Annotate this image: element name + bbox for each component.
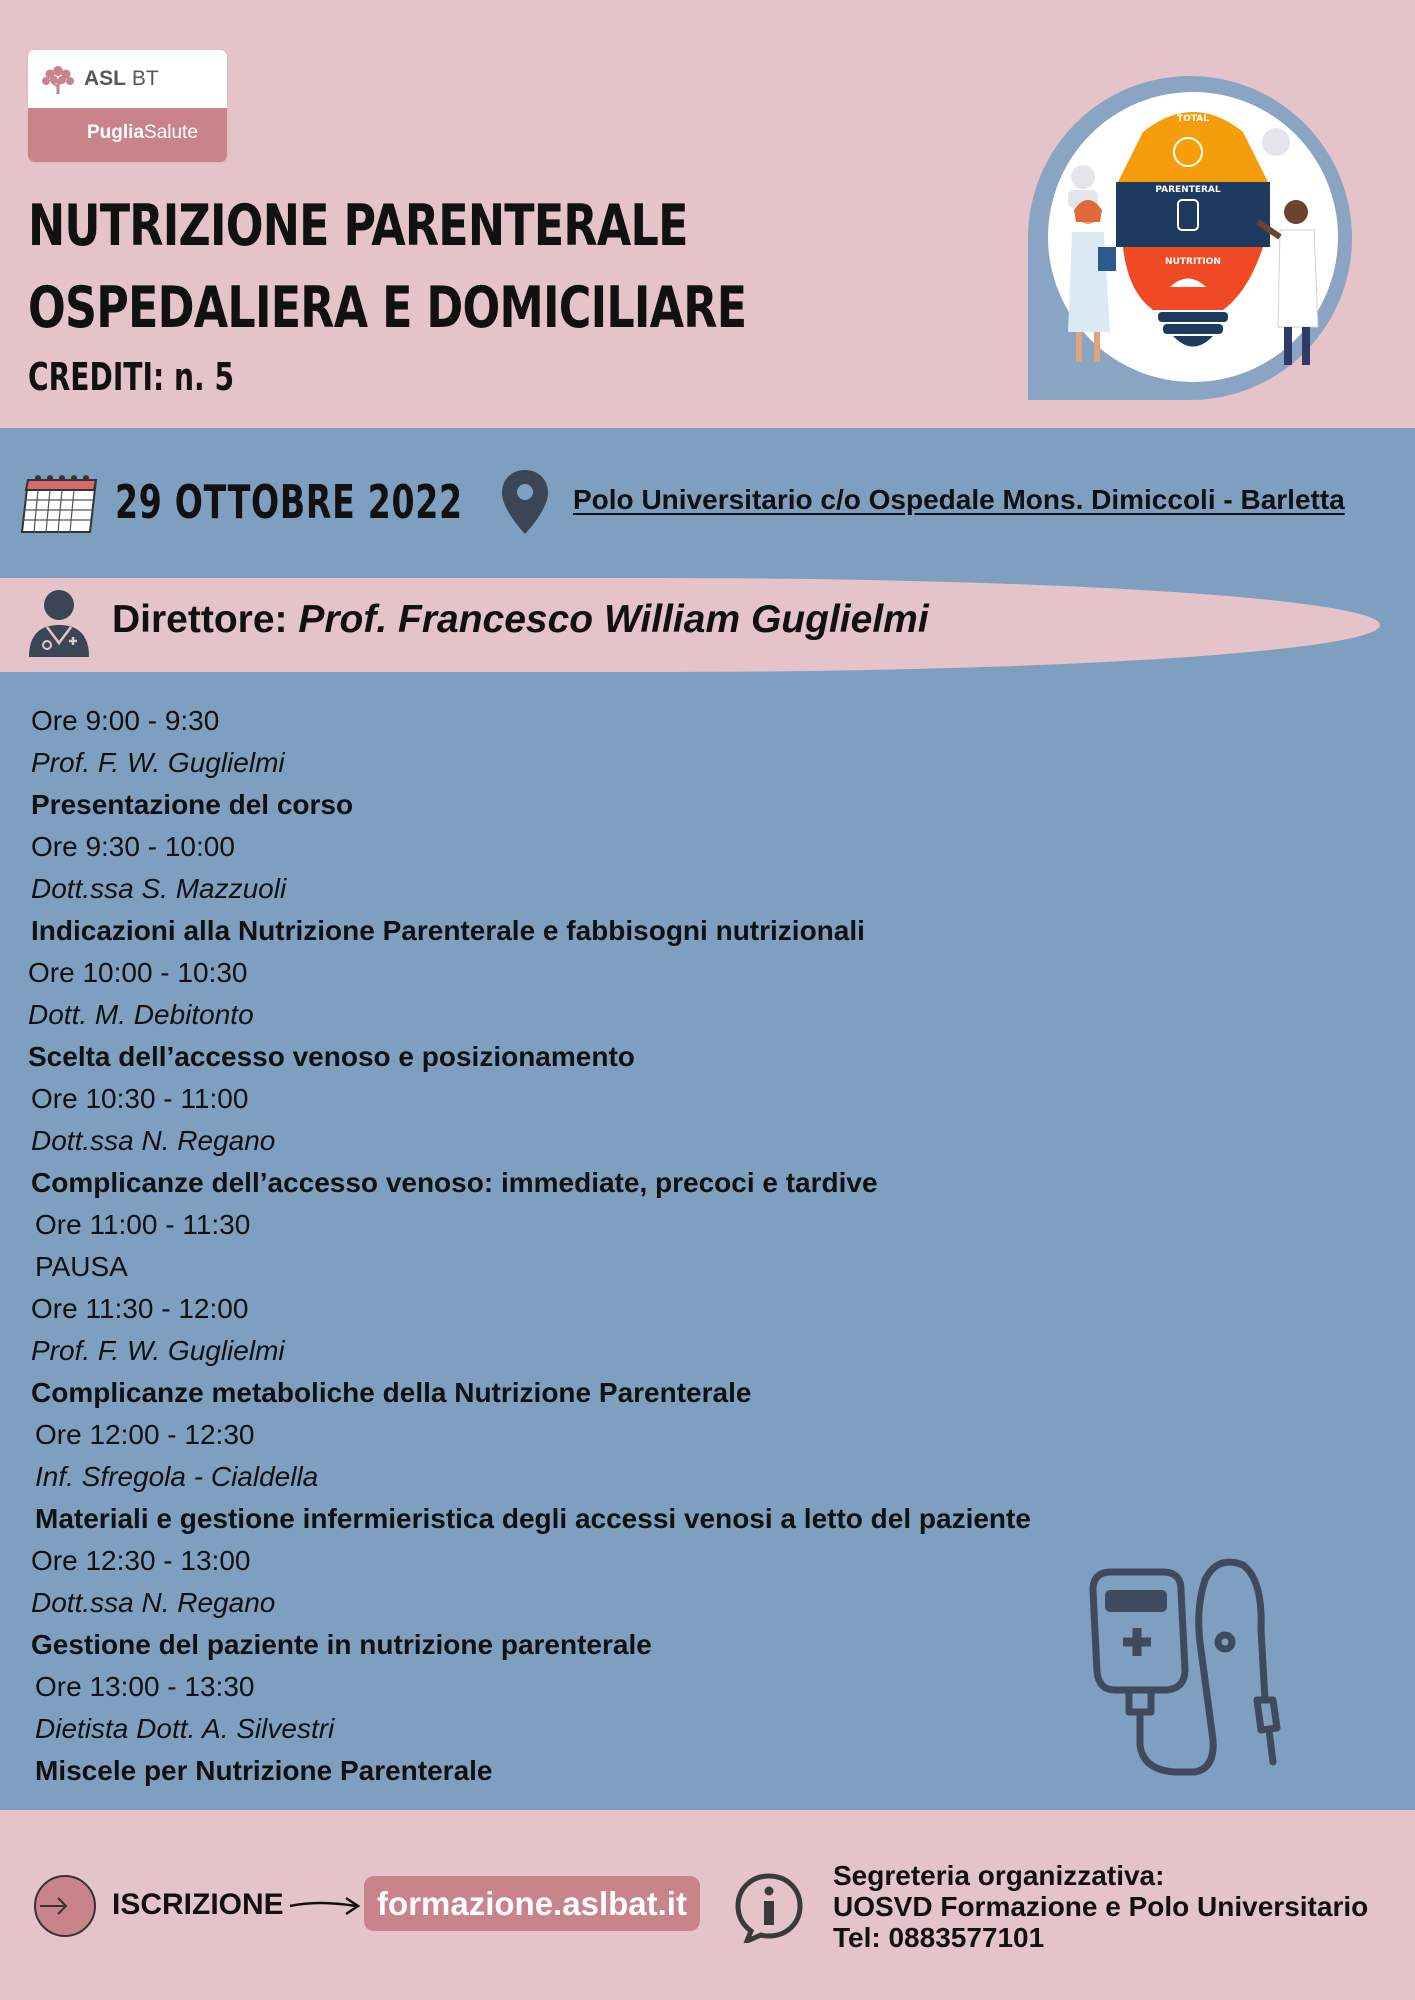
slot-speaker: Dott.ssa N. Regano	[31, 1125, 276, 1156]
parenteral-nutrition-illustration	[1028, 72, 1353, 400]
slot-time: Ore 9:00 - 9:30	[31, 705, 220, 736]
slot-time: Ore 13:00 - 13:30	[35, 1671, 255, 1702]
slot-speaker: Inf. Sfregola - Cialdella	[35, 1461, 319, 1492]
logo-org: ASL BT	[84, 67, 159, 90]
event-date: 29 OTTOBRE 2022	[115, 475, 463, 529]
slot-topic: Presentazione del corso	[31, 789, 354, 820]
logo-brand: PugliaSalute	[28, 108, 227, 162]
secretariat-info	[833, 1860, 1368, 1953]
slot-topic: Complicanze metaboliche della Nutrizione Parenterale	[31, 1377, 752, 1408]
slot-pause: PAUSA	[35, 1251, 128, 1282]
program-slot	[31, 700, 1131, 826]
slot-topic: Materiali e gestione infermieristica degli accessi venosi a letto del paziente	[35, 1503, 1031, 1534]
illustration-label-total: TOTAL	[1177, 114, 1209, 124]
slot-time: Ore 9:30 - 10:00	[31, 831, 235, 862]
iv-drip-icon	[1085, 1550, 1325, 1790]
logo-top	[28, 50, 227, 108]
director-name: Prof. Francesco William Guglielmi	[298, 598, 929, 641]
slot-speaker: Dott.ssa N. Regano	[31, 1587, 276, 1618]
slot-time: Ore 11:00 - 11:30	[35, 1209, 251, 1240]
course-credits: CREDITI: n. 5	[28, 355, 235, 399]
director-line	[112, 598, 929, 642]
slot-topic: Scelta dell’accesso venoso e posizionamento	[28, 1041, 635, 1072]
illustration-label-nutrition: NUTRITION	[1165, 257, 1221, 267]
secretariat-title: Segreteria organizzativa:	[833, 1860, 1165, 1891]
slot-topic: Indicazioni alla Nutrizione Parenterale e fabbisogni nutrizionali	[31, 915, 865, 946]
director-label: Direttore:	[112, 598, 299, 641]
program-slot	[35, 1204, 1131, 1288]
slot-speaker: Prof. F. W. Guglielmi	[31, 1335, 285, 1366]
asl-logo	[28, 50, 227, 162]
program-schedule	[28, 700, 1131, 1792]
course-title: NUTRIZIONE PARENTERALE OSPEDALIERA E DOMICILIARE	[28, 193, 747, 341]
program-slot	[31, 826, 1131, 952]
slot-speaker: Prof. F. W. Guglielmi	[31, 747, 285, 778]
program-slot	[35, 1666, 1131, 1792]
registration-link[interactable]: formazione.aslbat.it	[364, 1876, 700, 1931]
slot-time: Ore 11:30 - 12:00	[31, 1293, 249, 1324]
slot-time: Ore 10:00 - 10:30	[28, 957, 248, 988]
secretariat-tel[interactable]: Tel: 0883577101	[833, 1922, 1045, 1953]
program-slot	[31, 1540, 1131, 1666]
registration-label: ISCRIZIONE	[112, 1888, 284, 1921]
program-slot	[31, 1078, 1131, 1204]
calendar-icon	[20, 472, 100, 534]
doctor-icon	[25, 585, 93, 657]
event-venue-link[interactable]: Polo Universitario c/o Ospedale Mons. Dimiccoli - Barletta	[573, 484, 1345, 515]
slot-speaker: Dietista Dott. A. Silvestri	[35, 1713, 335, 1744]
program-slot	[35, 1414, 1131, 1540]
info-icon	[733, 1871, 805, 1943]
slot-topic: Complicanze dell’accesso venoso: immediate, precoci e tardive	[31, 1167, 878, 1198]
illustration-label-parenteral: PARENTERAL	[1155, 185, 1221, 195]
secretariat-org: UOSVD Formazione e Polo Universitario	[833, 1891, 1369, 1922]
slot-topic: Gestione del paziente in nutrizione parenterale	[31, 1629, 652, 1660]
slot-topic: Miscele per Nutrizione Parenterale	[35, 1755, 493, 1786]
arrow-right-icon	[288, 1890, 363, 1920]
slot-time: Ore 10:30 - 11:00	[31, 1083, 249, 1114]
slot-speaker: Dott. M. Debitonto	[28, 999, 254, 1030]
slot-time: Ore 12:00 - 12:30	[35, 1419, 255, 1450]
program-slot	[31, 1288, 1131, 1414]
program-slot	[28, 952, 1131, 1078]
map-pin-icon	[500, 468, 550, 536]
tree-logo-icon	[38, 61, 78, 97]
enter-circle-icon	[32, 1873, 98, 1939]
slot-speaker: Dott.ssa S. Mazzuoli	[31, 873, 287, 904]
slot-time: Ore 12:30 - 13:00	[31, 1545, 251, 1576]
